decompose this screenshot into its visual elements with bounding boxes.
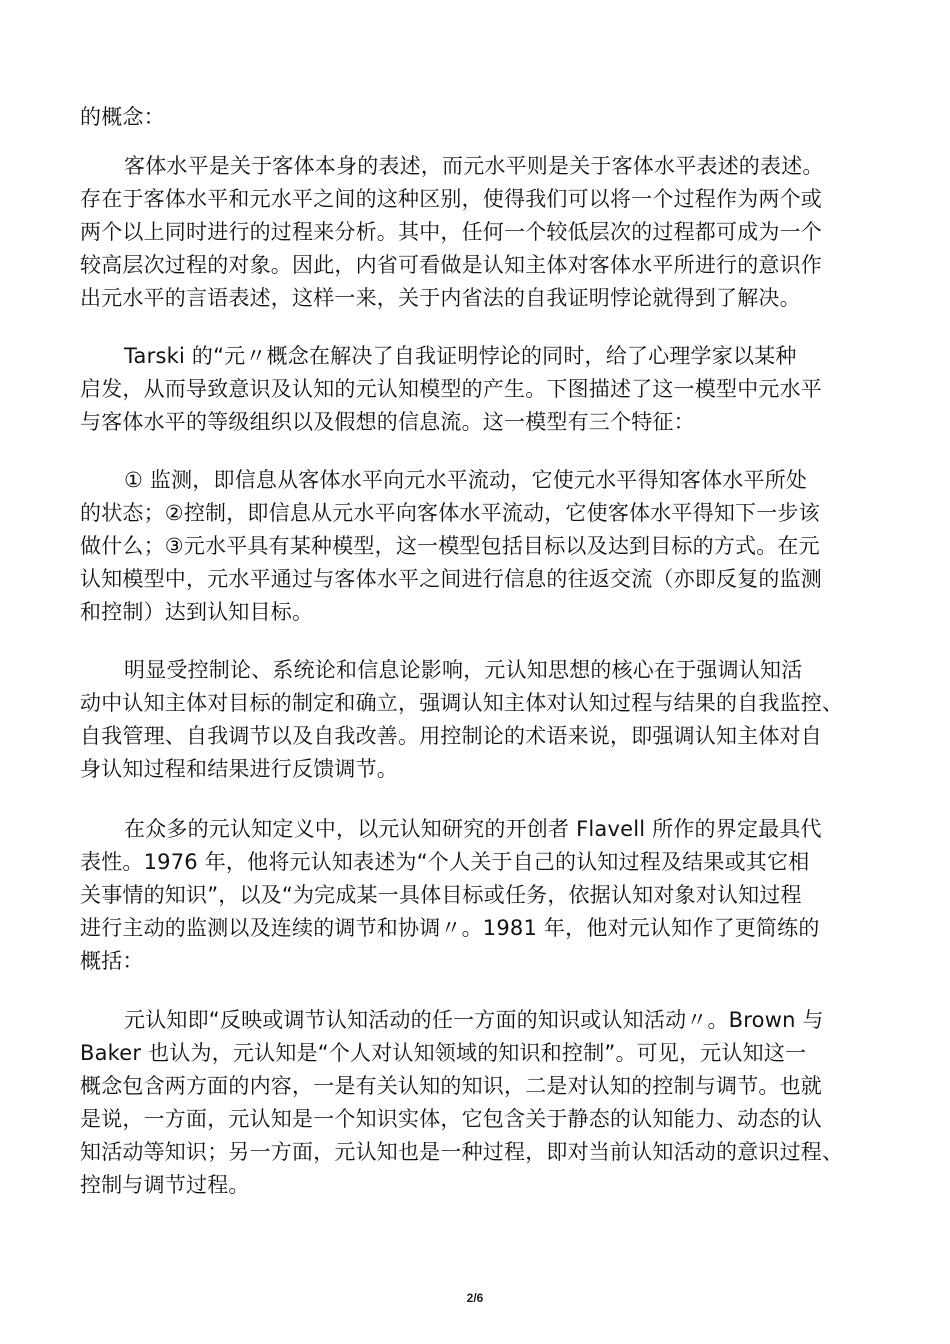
text-line: 的状态；②控制，即信息从元水平向客体水平流动，它使客体水平得知下一步该 (80, 501, 820, 525)
text-line: ① 监测，即信息从客体水平向元水平流动，它使元水平得知客体水平所处 (124, 468, 808, 492)
text-line: 动中认知主体对目标的制定和确立，强调认知主体对认知过程与结果的自我监控、 (80, 691, 844, 715)
text-line: 两个以上同时进行的过程来分析。其中，任何一个较低层次的过程都可成为一个 (80, 220, 822, 244)
text-line: 是说，一方面，元认知是一个知识实体，它包含关于静态的认知能力、动态的认 (80, 1107, 822, 1131)
text-line: 关事情的知识”，以及“为完成某一具体目标或任务，依据认知对象对认知过程 (80, 883, 802, 907)
text-line: 认知模型中，元水平通过与客体水平之间进行信息的往返交流（亦即反复的监测 (80, 567, 822, 591)
text-line: 知活动等知识；另一方面，元认知也是一种过程，即对当前认知活动的意识过程、 (80, 1140, 844, 1164)
text-line: 表性。1976 年，他将元认知表述为“个人关于自己的认知过程及结果或其它相 (80, 850, 810, 874)
text-line: 启发，从而导致意识及认知的元认知模型的产生。下图描述了这一模型中元水平 (80, 377, 822, 401)
text-line: 做什么；③元水平具有某种模型，这一模型包括目标以及达到目标的方式。在元 (80, 534, 820, 558)
page-number: 2/6 (466, 1291, 484, 1305)
text-line: 元认知即“反映或调节认知活动的任一方面的知识或认知活动〃。Brown 与 (124, 1008, 824, 1032)
text-line: Baker 也认为，元认知是“个人对认知领域的知识和控制”。可见，元认知这一 (80, 1041, 807, 1065)
text-line: 明显受控制论、系统论和信息论影响，元认知思想的核心在于强调认知活 (124, 658, 803, 682)
text-line: 和控制）达到认知目标。 (80, 600, 314, 624)
text-line: 概念包含两方面的内容，一是有关认知的知识，二是对认知的控制与调节。也就 (80, 1074, 822, 1098)
text-line: 客体水平是关于客体本身的表述，而元水平则是关于客体水平表述的表述。 (124, 154, 824, 178)
text-line: 概括： (80, 949, 144, 973)
text-line: 存在于客体水平和元水平之间的这种区别，使得我们可以将一个过程作为两个或 (80, 187, 822, 211)
text-line: 出元水平的言语表述，这样一来，关于内省法的自我证明悖论就得到了解决。 (80, 286, 801, 310)
text-line: 在众多的元认知定义中，以元认知研究的开创者 Flavell 所作的界定最具代 (124, 817, 822, 841)
text-line: 与客体水平的等级组织以及假想的信息流。这一模型有三个特征： (80, 410, 695, 434)
text-line: 进行主动的监测以及连续的调节和协调〃。1981 年，他对元认知作了更简练的 (80, 916, 820, 940)
text-line: Tarski 的“元〃概念在解决了自我证明悖论的同时，给了心理学家以某种 (124, 344, 797, 368)
text-line: 身认知过程和结果进行反馈调节。 (80, 757, 398, 781)
text-line: 的概念： (80, 105, 165, 129)
text-line: 较高层次过程的对象。因此，内省可看做是认知主体对客体水平所进行的意识作 (80, 253, 822, 277)
text-line: 控制与调节过程。 (80, 1173, 250, 1197)
text-line: 自我管理、自我调节以及自我改善。用控制论的术语来说，即强调认知主体对自 (80, 724, 822, 748)
